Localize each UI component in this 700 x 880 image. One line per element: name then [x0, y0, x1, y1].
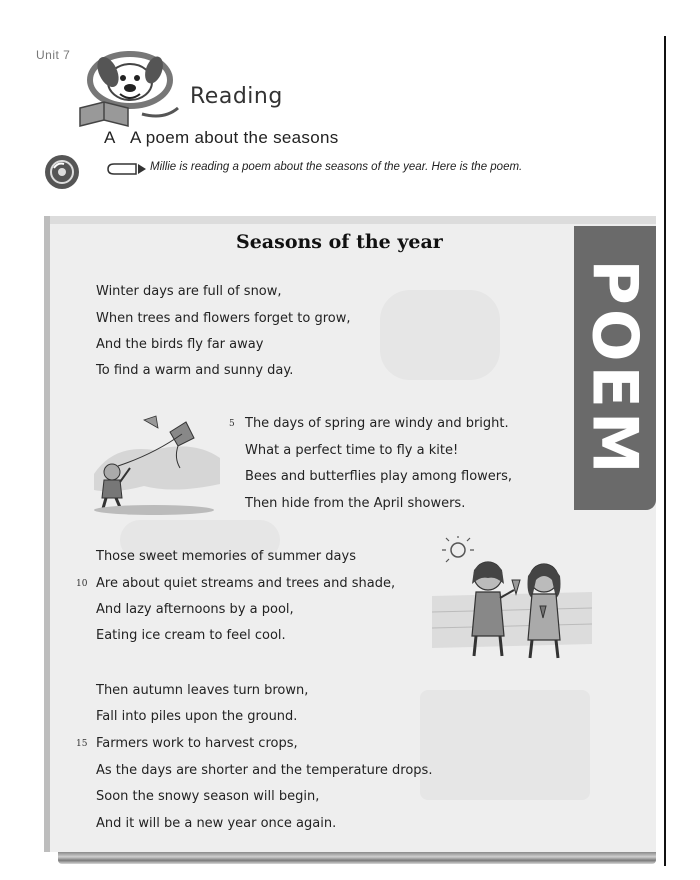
kite-boy-illustration	[84, 414, 224, 516]
part-title: A poem about the seasons	[130, 128, 339, 147]
poem-line: Then autumn leaves turn brown,	[96, 683, 309, 698]
poem-line: Fall into piles upon the ground.	[96, 709, 298, 724]
line-number: 15	[76, 739, 88, 749]
poem-line: What a perfect time to fly a kite!	[245, 443, 459, 458]
poem-line: Those sweet memories of summer days	[96, 549, 356, 564]
line-number: 5	[229, 419, 235, 429]
poem-tab-text: POEM	[578, 258, 652, 478]
poem-line: Eating ice cream to feel cool.	[96, 628, 286, 643]
poem-line: The days of spring are windy and bright.	[245, 416, 509, 431]
page-bottom-edge	[58, 852, 656, 864]
pointer-arrow-icon	[106, 161, 148, 177]
audio-cd-icon	[44, 154, 80, 190]
poem-line: As the days are shorter and the temperature drops.	[96, 763, 433, 778]
poem-line: Then hide from the April showers.	[245, 496, 466, 511]
poem-line: Are about quiet streams and trees and shade,	[96, 576, 396, 591]
poem-line: Farmers work to harvest crops,	[96, 736, 298, 751]
dog-mascot-icon	[74, 50, 184, 128]
section-heading: Reading	[190, 84, 283, 109]
faded-background-shape	[420, 690, 590, 800]
part-letter: A	[104, 128, 116, 147]
poem-line: Soon the snowy season will begin,	[96, 789, 320, 804]
poem-line: Bees and butterflies play among flowers,	[245, 469, 513, 484]
margin-rule	[664, 36, 666, 866]
poem-line: And the birds fly far away	[96, 337, 264, 352]
poem-line: And lazy afternoons by a pool,	[96, 602, 294, 617]
faded-background-shape	[380, 290, 500, 380]
page-top-band	[50, 216, 656, 224]
intro-text: Millie is reading a poem about the seasons of the year. Here is the poem.	[150, 161, 523, 173]
line-number: 10	[76, 579, 88, 589]
poem-line: To find a warm and sunny day.	[96, 363, 294, 378]
poem-line: When trees and flowers forget to grow,	[96, 311, 351, 326]
unit-label: Unit 7	[36, 48, 71, 62]
poem-tab-label	[578, 236, 652, 500]
poem-line: And it will be a new year once again.	[96, 816, 337, 831]
girls-ice-cream-illustration	[432, 536, 592, 660]
poem-line: Winter days are full of snow,	[96, 284, 282, 299]
poem-title: Seasons of the year	[236, 231, 443, 253]
